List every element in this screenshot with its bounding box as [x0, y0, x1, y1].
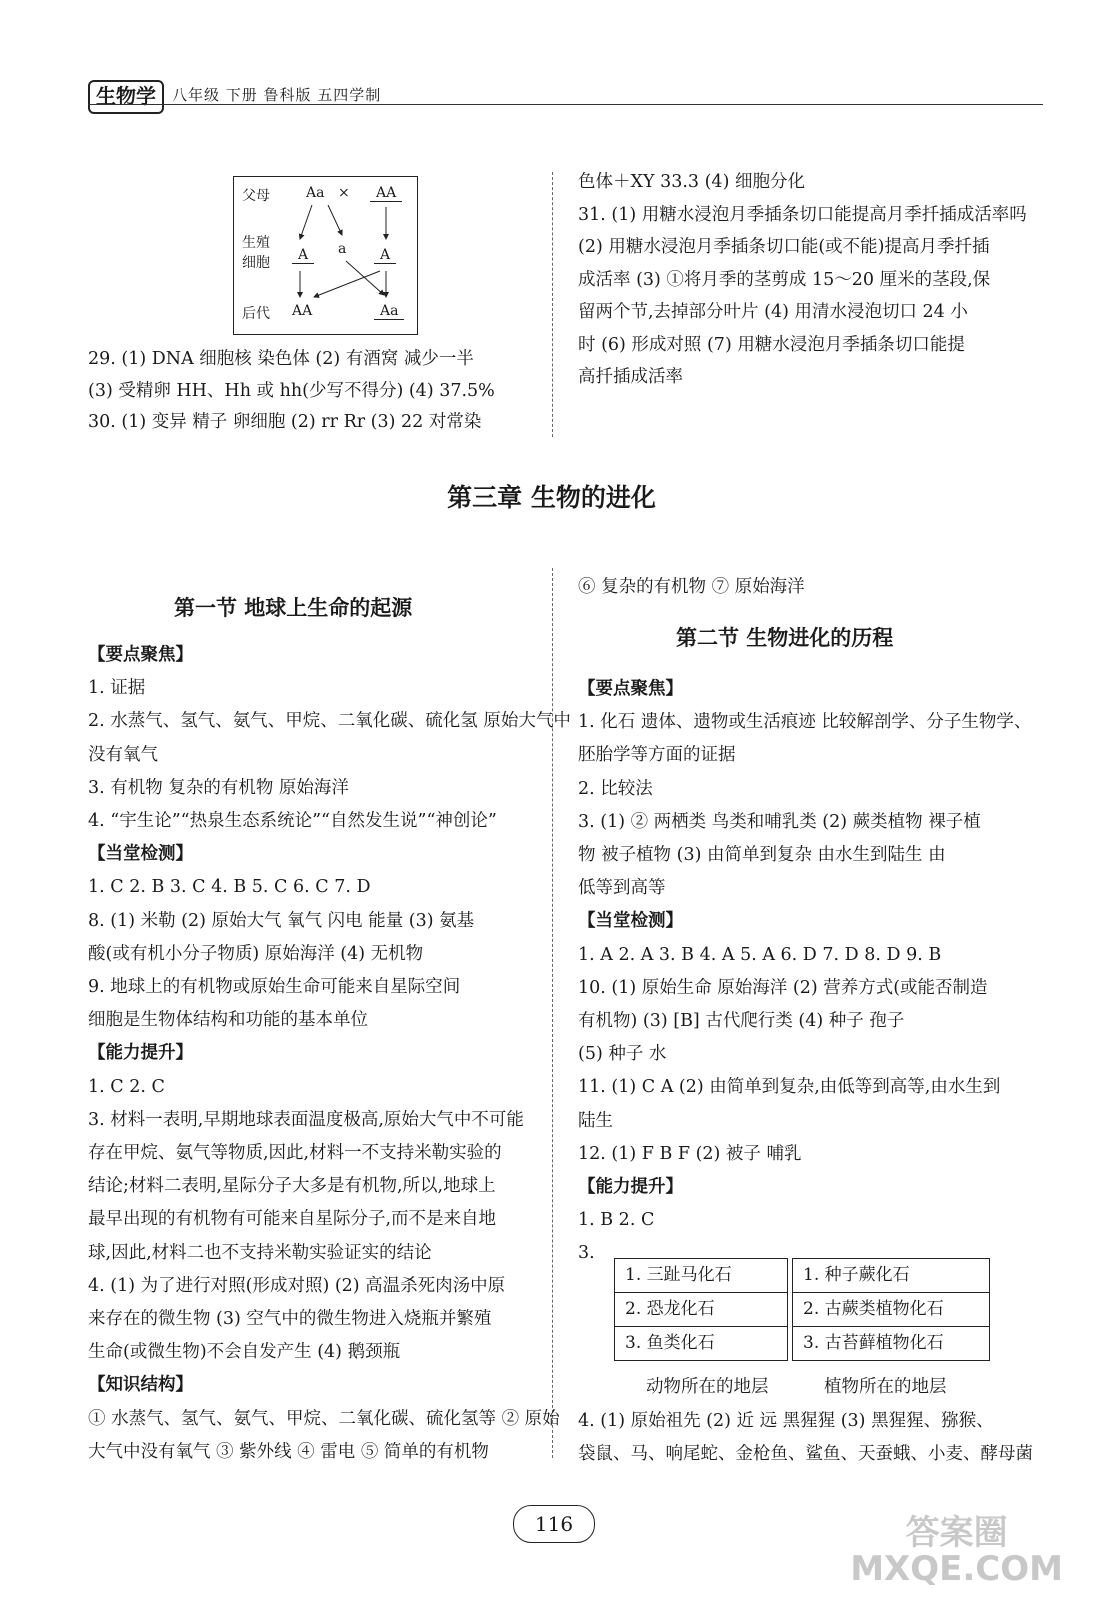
answer-line: 大气中没有氧气 ③ 紫外线 ④ 雷电 ⑤ 简单的有机物	[88, 1441, 489, 1462]
answer-line: 物 被子植物 (3) 由简单到复杂 由水生到陆生 由	[578, 845, 946, 865]
column-divider-bottom	[552, 568, 553, 1458]
section-heading: 【当堂检测】	[578, 911, 683, 932]
chapter-title: 第三章 生物的进化	[447, 483, 656, 512]
animal-fossil-box	[614, 1258, 788, 1361]
answer-line: 最早出现的有机物有可能来自星际分子,而不是来自地	[88, 1209, 497, 1230]
answer-line: 9. 地球上的有机物或原始生命可能来自星际空间	[88, 977, 461, 997]
answer-line: 4. (1) 为了进行对照(形成对照) (2) 高温杀死肉汤中原	[88, 1275, 506, 1296]
genetic-cross-diagram	[233, 176, 418, 335]
cross-symbol: ×	[338, 185, 350, 201]
gamete-A2: A	[374, 247, 396, 264]
label-parents: 父母	[242, 188, 270, 204]
parent2: AA	[370, 185, 402, 202]
column-divider-top	[552, 172, 553, 437]
answer-line: 1. C 2. C	[88, 1076, 165, 1097]
plant-fossil-1: 1. 种子蕨化石	[793, 1259, 989, 1293]
animal-fossil-3: 3. 鱼类化石	[625, 1333, 715, 1353]
section-heading: 【知识结构】	[88, 1375, 193, 1396]
plant-fossil-2: 2. 古蕨类植物化石	[793, 1293, 989, 1327]
answer-line: 有机物) (3) [B] 古代爬行类 (4) 种子 孢子	[578, 1011, 905, 1031]
plant-fossil-3: 3. 古苔藓植物化石	[803, 1333, 944, 1353]
page-number: 116	[513, 1505, 595, 1543]
answer-line: (5) 种子 水	[578, 1044, 667, 1065]
gamete-A1: A	[292, 247, 314, 264]
answer-line: 来存在的微生物 (3) 空气中的微生物进入烧瓶并繁殖	[88, 1309, 492, 1329]
answer-line: 陆生	[578, 1110, 613, 1131]
answer-line: 胚胎学等方面的证据	[578, 745, 736, 766]
answer-line: 1. 化石 遗体、遗物或生活痕迹 比较解剖学、分子生物学、	[578, 712, 1032, 733]
answer-line: ① 水蒸气、氢气、氨气、甲烷、二氧化碳、硫化氢等 ② 原始	[88, 1408, 560, 1429]
section1-title: 第一节 地球上生命的起源	[174, 596, 413, 620]
header-rule	[88, 104, 1043, 105]
answer-line: 酸(或有机小分子物质) 原始海洋 (4) 无机物	[88, 943, 424, 964]
section-heading: 【能力提升】	[88, 1043, 193, 1064]
section-heading: 【要点聚焦】	[88, 645, 193, 665]
answer-line: 2. 水蒸气、氢气、氨气、甲烷、二氧化碳、硫化氢 原始大气中	[88, 711, 571, 732]
watermark: 答案圈 MXQE.COM	[850, 1513, 1063, 1589]
answer-line: 1. A 2. A 3. B 4. A 5. A 6. D 7. D 8. D 9. B	[578, 944, 942, 965]
answer-line: 8. (1) 米勒 (2) 原始大气 氧气 闪电 能量 (3) 氨基	[88, 910, 475, 931]
animal-caption: 动物所在的地层	[646, 1377, 769, 1397]
answer-line: 没有氧气	[88, 744, 158, 765]
parent1: Aa	[306, 185, 325, 201]
answer-line: 4. “宇生论”“热泉生态系统论”“自然发生说”“神创论”	[88, 811, 497, 831]
answer-line: 1. 证据	[88, 678, 146, 699]
plant-fossil-box	[792, 1258, 990, 1361]
answer-line: (2) 用糖水浸泡月季插条切口能(或不能)提高月季扦插	[578, 237, 990, 257]
book-logo: 生物学	[88, 80, 164, 114]
answer-line: 11. (1) C A (2) 由简单到复杂,由低等到高等,由水生到	[578, 1077, 1001, 1098]
offspring1: AA	[292, 303, 313, 319]
answer-line: 12. (1) F B F (2) 被子 哺乳	[578, 1143, 802, 1164]
answer-line: 30. (1) 变异 精子 卵细胞 (2) rr Rr (3) 22 对常染	[88, 412, 482, 432]
animal-fossil-1: 1. 三趾马化石	[615, 1259, 787, 1293]
answer-line: 3.	[578, 1243, 595, 1264]
animal-fossil-2: 2. 恐龙化石	[615, 1293, 787, 1327]
answer-line: 结论;材料二表明,星际分子大多是有机物,所以,地球上	[88, 1176, 496, 1197]
answer-line: 2. 比较法	[578, 778, 653, 799]
answer-line: (3) 受精卵 HH、Hh 或 hh(少写不得分) (4) 37.5%	[88, 380, 495, 401]
right-col-top: ⑥ 复杂的有机物 ⑦ 原始海洋	[578, 577, 805, 597]
answer-line: 细胞是生物体结构和功能的基本单位	[88, 1010, 368, 1031]
offspring2: Aa	[374, 303, 404, 320]
section-heading: 【当堂检测】	[88, 844, 193, 865]
answer-line: 球,因此,材料二也不支持米勒实验证实的结论	[88, 1242, 432, 1263]
answer-line: 色体＋XY 33.3 (4) 细胞分化	[578, 172, 805, 192]
answer-line: 成活率 (3) ①将月季的茎剪成 15～20 厘米的茎段,保	[578, 269, 991, 290]
header-info: 八年级 下册 鲁科版 五四学制	[172, 86, 382, 104]
label-offspring: 后代	[242, 306, 270, 322]
answer-line: 3. 材料一表明,早期地球表面温度极高,原始大气中不可能	[88, 1109, 524, 1130]
answer-line: 31. (1) 用糖水浸泡月季插条切口能提高月季扦插成活率吗	[578, 204, 1027, 225]
answer-line: 留两个节,去掉部分叶片 (4) 用清水浸泡切口 24 小	[578, 302, 968, 322]
answer-line: 3. (1) ② 两栖类 鸟类和哺乳类 (2) 蕨类植物 裸子植	[578, 811, 981, 832]
answer-line: 高扦插成活率	[578, 367, 683, 387]
label-gamete: 生殖 细胞	[242, 235, 270, 271]
answer-line: 10. (1) 原始生命 原始海洋 (2) 营养方式(或能否制造	[578, 977, 988, 998]
answer-line: 存在甲烷、氨气等物质,因此,材料一不支持米勒实验的	[88, 1143, 502, 1163]
answer-line: 29. (1) DNA 细胞核 染色体 (2) 有酒窝 减少一半	[88, 349, 474, 369]
section2-title: 第二节 生物进化的历程	[676, 626, 894, 650]
plant-caption: 植物所在的地层	[824, 1377, 947, 1397]
answer-line: 时 (6) 形成对照 (7) 用糖水浸泡月季插条切口能提	[578, 334, 965, 355]
answer-line: 1. C 2. B 3. C 4. B 5. C 6. C 7. D	[88, 877, 371, 898]
answer-line: 低等到高等	[578, 878, 666, 899]
cross-arrows	[234, 177, 417, 334]
section-heading: 【要点聚焦】	[578, 679, 683, 699]
gamete-a: a	[338, 241, 347, 257]
answer-line: 3. 有机物 复杂的有机物 原始海洋	[88, 777, 349, 798]
section-heading: 【能力提升】	[578, 1177, 683, 1197]
answer-line: 1. B 2. C	[578, 1210, 655, 1231]
answer-line: 生命(或微生物)不会自发产生 (4) 鹅颈瓶	[88, 1342, 401, 1363]
answer-line: 袋鼠、马、响尾蛇、金枪鱼、鲨鱼、天蚕蛾、小麦、酵母菌	[578, 1444, 1033, 1464]
answer-line: 4. (1) 原始祖先 (2) 近 远 黑猩猩 (3) 黑猩猩、猕猴、	[578, 1411, 994, 1431]
